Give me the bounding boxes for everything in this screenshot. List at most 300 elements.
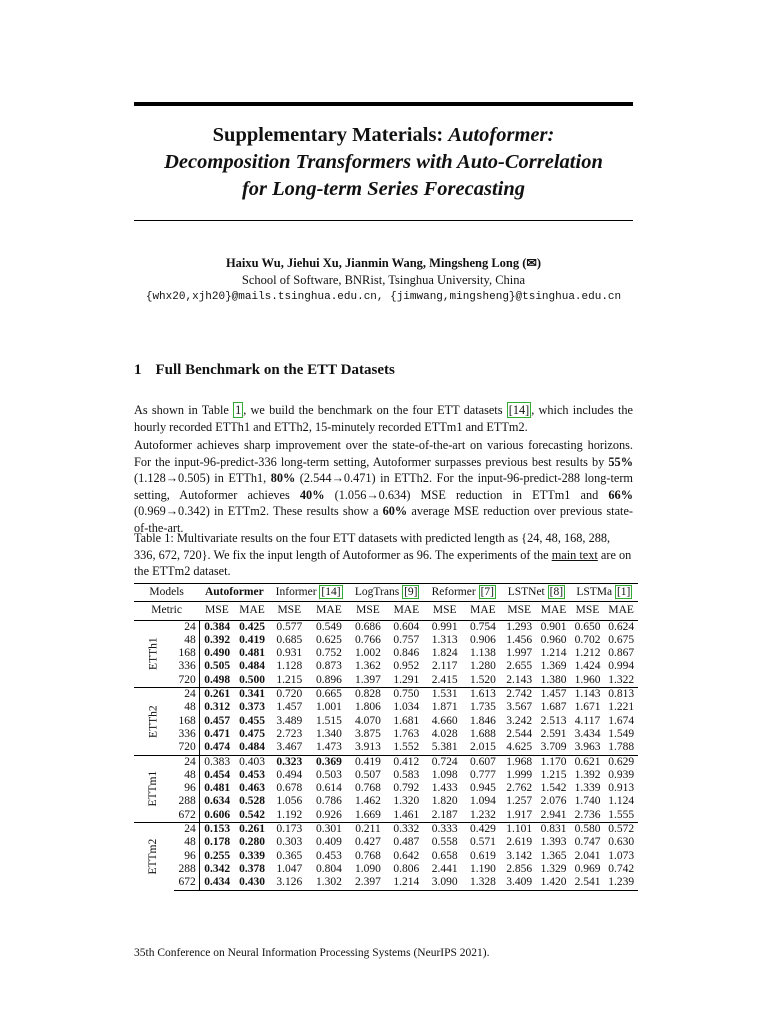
metric-value: 0.960	[540, 633, 567, 646]
metric-value: 0.926	[316, 808, 342, 821]
model-header	[269, 584, 348, 602]
metric-value: 0.429	[464, 823, 502, 837]
metric-value: 1.090	[355, 862, 381, 875]
metric-value: 3.875	[355, 727, 381, 740]
metric-value: 0.828	[349, 688, 387, 702]
metric-value: 5.381	[431, 741, 458, 754]
metric-value: 1.101	[502, 823, 536, 837]
metric-value: 1.143	[571, 688, 605, 702]
table-row	[134, 876, 638, 890]
metric-value: 0.766	[355, 633, 381, 646]
pred-length: 24	[174, 755, 199, 769]
metric-value: 0.542	[239, 808, 265, 821]
metric-value: 0.702	[574, 633, 601, 646]
text-run: are on the ETTm2 dataset.	[134, 547, 632, 578]
table-ref-link[interactable]: 1	[235, 403, 242, 417]
metric-value: 0.952	[393, 660, 420, 673]
pred-length: 720	[174, 741, 199, 755]
metric-value: 0.831	[536, 823, 570, 837]
metric-value: 0.786	[316, 795, 342, 808]
metric-header: MAE	[309, 602, 349, 620]
metric-value: 1.293	[502, 620, 536, 634]
metric-value: 1.735	[470, 701, 496, 714]
metric-value: 3.090	[426, 876, 464, 890]
bold-figure: 40%	[299, 487, 325, 502]
metric-value: 0.471	[204, 727, 231, 740]
metric-value: 3.126	[269, 876, 309, 890]
table-row	[134, 755, 638, 769]
metric-value: 0.867	[608, 647, 635, 660]
metric-value: 2.397	[349, 876, 387, 890]
metric-value: 1.999	[506, 768, 533, 781]
metric-value: 1.763	[393, 727, 420, 740]
metric-value: 1.239	[604, 876, 638, 890]
bold-figure: 66%	[608, 487, 633, 502]
metric-value: 0.369	[309, 755, 349, 769]
metric-value: 0.412	[387, 755, 425, 769]
metric-value: 0.425	[235, 620, 270, 634]
metric-value: 0.453	[239, 768, 265, 781]
metric-value: 0.658	[431, 849, 458, 862]
metric-value: 1.320	[393, 795, 420, 808]
table-row	[134, 836, 638, 849]
pred-length: 288	[174, 863, 199, 876]
metric-value: 1.824	[431, 647, 458, 660]
metric-value: 4.028	[431, 727, 458, 740]
metric-value: 0.642	[393, 849, 420, 862]
metric-value: 0.625	[316, 633, 342, 646]
metric-header: MSE	[426, 602, 464, 620]
metric-value: 1.215	[540, 768, 567, 781]
metric-value: 0.724	[426, 755, 464, 769]
metric-value: 0.846	[393, 647, 420, 660]
metric-value: 0.490	[204, 647, 231, 660]
metric-value: 0.255	[204, 849, 231, 862]
metric-value: 1.047	[276, 862, 303, 875]
citation-link[interactable]: [8]	[549, 586, 564, 598]
model-name: LogTrans	[354, 586, 403, 598]
table-row	[134, 782, 638, 795]
metric-value: 0.624	[604, 620, 638, 634]
metric-value: 1.392	[574, 768, 601, 781]
metric-value: 0.580	[571, 823, 605, 837]
table-row	[134, 688, 638, 702]
model-name: Autoformer	[204, 586, 264, 598]
metric-value: 1.457	[536, 688, 570, 702]
metric-value: 3.567	[506, 701, 533, 714]
metric-value: 0.419	[239, 633, 265, 646]
metric-value: 1.128	[276, 660, 303, 673]
metric-value: 0.604	[387, 620, 425, 634]
metric-value: 0.365	[276, 849, 303, 862]
metric-header: MAE	[235, 602, 270, 620]
text-run: , we build the benchmark on the four ETT datasets	[243, 403, 507, 417]
metric-value: 1.214	[540, 647, 567, 660]
metric-value: 0.634	[204, 795, 231, 808]
metric-value: 1.212	[574, 647, 601, 660]
model-header	[349, 584, 426, 602]
metric-value: 1.190	[470, 862, 496, 875]
metric-value: 0.901	[536, 620, 570, 634]
table-row	[134, 674, 638, 688]
model-name: LSTMa	[576, 586, 615, 598]
metric-value: 2.041	[574, 849, 601, 862]
metric-value: 0.481	[239, 647, 265, 660]
text-run: , which includes the hourly recorded ETTh1 and ETTh2, 15-minutely recorded ETTm1 and ETTm2.	[134, 403, 633, 434]
table-row	[134, 823, 638, 837]
metric-value: 0.419	[349, 755, 387, 769]
pred-length: 672	[174, 876, 199, 890]
title-line1-italic: Autoformer:	[448, 124, 555, 146]
metric-value: 1.124	[608, 795, 635, 808]
metric-value: 2.619	[506, 836, 533, 849]
metric-value: 1.339	[574, 782, 601, 795]
metric-value: 1.073	[608, 849, 635, 862]
metric-value: 1.669	[355, 808, 381, 821]
metric-value: 1.424	[574, 660, 601, 673]
metric-header: MAE	[387, 602, 425, 620]
model-header	[426, 584, 503, 602]
metric-value: 0.931	[276, 647, 303, 660]
metric-value: 1.520	[470, 673, 496, 686]
table-row	[134, 863, 638, 876]
text-run: (1.128→0.505) in ETTh1,	[134, 471, 271, 485]
metric-value: 1.214	[387, 876, 425, 890]
bold-figure: 55%	[608, 454, 633, 469]
metric-value: 0.685	[276, 633, 303, 646]
metric-value: 1.056	[276, 795, 303, 808]
pred-length: 720	[174, 674, 199, 688]
conference-footer: 35th Conference on Neural Information Processing Systems (NeurIPS 2021).	[134, 947, 490, 959]
metric-value: 0.757	[393, 633, 420, 646]
bold-figure: 60%	[382, 504, 408, 518]
metric-value: 2.143	[506, 673, 533, 686]
metric-value: 2.941	[540, 808, 567, 821]
paper-title	[134, 122, 633, 203]
table-row	[134, 660, 638, 673]
metric-value: 0.500	[239, 673, 265, 686]
metric-value: 0.675	[608, 633, 635, 646]
metric-value: 0.768	[355, 782, 381, 795]
metric-value: 0.806	[393, 862, 420, 875]
text-run: average MSE reduction over previous state-of-the-art.	[134, 504, 633, 535]
metric-value: 1.257	[506, 795, 533, 808]
metric-value: 2.762	[506, 782, 533, 795]
text-run: (0.969→0.342) in ETTm2. These results show a	[134, 504, 383, 518]
metric-value: 0.991	[426, 620, 464, 634]
metric-value: 1.393	[540, 836, 567, 849]
metric-value: 0.481	[204, 782, 231, 795]
metric-value: 0.261	[199, 688, 234, 702]
metric-value: 2.723	[276, 727, 303, 740]
metric-header: MAE	[536, 602, 570, 620]
metric-value: 1.687	[540, 701, 567, 714]
metric-value: 0.342	[204, 862, 231, 875]
metric-value: 1.170	[536, 755, 570, 769]
metric-value: 0.384	[199, 620, 234, 634]
metric-value: 0.339	[239, 849, 265, 862]
table-header-models	[134, 584, 638, 602]
pred-length: 336	[174, 728, 199, 741]
title-line1-plain: Supplementary Materials:	[212, 124, 449, 146]
pred-length: 24	[174, 620, 199, 634]
author-names: Haixu Wu, Jiehui Xu, Jianmin Wang, Mingsheng Long (✉)	[225, 256, 542, 270]
metric-value: 0.505	[204, 660, 231, 673]
metric-value: 0.341	[235, 688, 270, 702]
metric-value: 0.173	[269, 823, 309, 837]
metric-value: 4.660	[431, 714, 458, 727]
metric-value: 1.034	[393, 701, 420, 714]
metric-value: 0.484	[239, 660, 265, 673]
model-header	[199, 584, 269, 602]
metric-value: 3.963	[574, 741, 601, 754]
metric-value: 1.094	[470, 795, 496, 808]
metric-value: 1.291	[393, 673, 420, 686]
metric-value: 1.674	[608, 714, 635, 727]
metric-value: 1.457	[276, 701, 303, 714]
metric-value: 4.070	[355, 714, 381, 727]
metric-value: 3.242	[506, 714, 533, 727]
metric-value: 0.994	[608, 660, 635, 673]
table-row	[134, 741, 638, 755]
metric-value: 2.187	[431, 808, 458, 821]
metric-value: 2.856	[506, 862, 533, 875]
metric-value: 2.117	[431, 660, 458, 673]
metric-value: 1.232	[470, 808, 496, 821]
metric-header: MSE	[349, 602, 387, 620]
section-number: 1	[134, 362, 142, 378]
metric-value: 0.153	[199, 823, 234, 837]
pred-length: 96	[174, 782, 199, 795]
metric-label: Metric	[134, 602, 199, 620]
table-row	[134, 620, 638, 634]
metric-value: 2.591	[540, 727, 567, 740]
metric-value: 0.752	[316, 647, 342, 660]
metric-value: 3.434	[574, 727, 601, 740]
model-name: LSTNet	[507, 586, 548, 598]
metric-value: 0.484	[239, 741, 265, 754]
metric-value: 0.583	[393, 768, 420, 781]
dataset-label: ETTh1	[134, 620, 174, 687]
citation-link[interactable]: [9]	[404, 586, 418, 598]
metric-value: 1.473	[316, 741, 342, 754]
metric-value: 1.997	[506, 647, 533, 660]
metric-value: 1.340	[316, 727, 342, 740]
metric-value: 1.420	[536, 876, 570, 890]
pred-length: 288	[174, 795, 199, 808]
metric-value: 3.467	[276, 741, 303, 754]
metric-value: 0.606	[204, 808, 231, 821]
text-run: (2.544→0.471) in ETTh2. For the input-96-predict-288 long-term setting, Autoformer achieves	[134, 471, 633, 502]
metric-value: 1.192	[276, 808, 303, 821]
metric-value: 1.322	[608, 673, 635, 686]
metric-value: 1.871	[431, 701, 458, 714]
text-run: (1.056→0.634) MSE reduction in ETTm1 and	[324, 487, 609, 502]
metric-value: 1.613	[464, 688, 502, 702]
metric-value: 0.507	[355, 768, 381, 781]
metric-value: 0.768	[355, 849, 381, 862]
metric-value: 0.455	[239, 714, 265, 727]
metric-value: 0.945	[470, 782, 496, 795]
model-header	[502, 584, 571, 602]
metric-value: 0.528	[239, 795, 265, 808]
metric-value: 0.750	[387, 688, 425, 702]
metric-value: 0.650	[571, 620, 605, 634]
metric-value: 0.383	[199, 755, 234, 769]
metric-value: 3.142	[506, 849, 533, 862]
metric-value: 1.002	[355, 647, 381, 660]
table-row	[134, 850, 638, 863]
metric-value: 0.323	[269, 755, 309, 769]
metric-value: 2.742	[502, 688, 536, 702]
metric-value: 2.541	[571, 876, 605, 890]
pred-length: 48	[174, 769, 199, 782]
metric-value: 1.555	[608, 808, 635, 821]
metric-value: 1.681	[393, 714, 420, 727]
table-row	[134, 634, 638, 647]
models-label: Models	[134, 584, 199, 602]
metric-value: 0.392	[204, 633, 231, 646]
metric-value: 0.332	[387, 823, 425, 837]
pred-length: 96	[174, 850, 199, 863]
metric-value: 0.558	[431, 836, 458, 849]
metric-value: 0.211	[349, 823, 387, 837]
table-caption	[134, 530, 633, 580]
citation-link[interactable]: [14]	[321, 586, 341, 598]
bold-figure: 80%	[270, 471, 296, 485]
citation-link-14[interactable]: [14]	[508, 403, 530, 417]
metric-value: 0.619	[470, 849, 496, 862]
metric-value: 4.625	[506, 741, 533, 754]
metric-value: 1.001	[316, 701, 342, 714]
metric-value: 1.968	[502, 755, 536, 769]
dataset-label: ETTh2	[134, 688, 174, 755]
metric-header: MAE	[464, 602, 502, 620]
metric-value: 0.686	[349, 620, 387, 634]
metric-value: 0.463	[239, 782, 265, 795]
citation-link[interactable]: [1]	[616, 586, 631, 598]
metric-value: 1.549	[608, 727, 635, 740]
metric-value: 1.917	[506, 808, 533, 821]
metric-value: 2.076	[540, 795, 567, 808]
pred-length: 48	[174, 701, 199, 714]
metric-value: 0.494	[276, 768, 303, 781]
text-run: Autoformer achieves sharp improvement over the state-of-the-art on various forecasting horizons. For the input-96-predict-336 long-term setting, Autoformer surpasses previous best results by	[134, 438, 633, 469]
metric-value: 0.312	[204, 701, 231, 714]
pred-length: 336	[174, 660, 199, 673]
metric-value: 0.804	[316, 862, 342, 875]
metric-value: 0.453	[316, 849, 342, 862]
metric-value: 1.302	[309, 876, 349, 890]
metric-value: 1.462	[355, 795, 381, 808]
metric-value: 0.434	[199, 876, 234, 890]
metric-value: 0.475	[239, 727, 265, 740]
table-row	[134, 728, 638, 741]
metric-value: 0.777	[470, 768, 496, 781]
metric-value: 1.397	[355, 673, 381, 686]
metric-value: 1.515	[316, 714, 342, 727]
metric-value: 0.939	[608, 768, 635, 781]
metric-value: 0.503	[316, 768, 342, 781]
table-header-metrics	[134, 602, 638, 620]
metric-value: 1.806	[355, 701, 381, 714]
metric-value: 0.261	[235, 823, 270, 837]
metric-value: 1.542	[540, 782, 567, 795]
metric-value: 3.489	[276, 714, 303, 727]
metric-value: 0.409	[316, 836, 342, 849]
metric-value: 0.487	[393, 836, 420, 849]
metric-value: 0.498	[204, 673, 231, 686]
paragraph-1	[134, 402, 633, 435]
metric-value: 0.454	[204, 768, 231, 781]
metric-value: 0.742	[608, 862, 635, 875]
metric-value: 1.456	[506, 633, 533, 646]
metric-value: 0.378	[239, 862, 265, 875]
table-row	[134, 769, 638, 782]
metric-value: 0.614	[316, 782, 342, 795]
citation-link[interactable]: [7]	[480, 586, 494, 598]
metric-value: 2.513	[540, 714, 567, 727]
metric-value: 2.655	[506, 660, 533, 673]
metric-value: 0.607	[464, 755, 502, 769]
metric-value: 1.461	[393, 808, 420, 821]
metric-value: 1.960	[574, 673, 601, 686]
title-line3: for Long-term Series Forecasting	[241, 178, 526, 200]
metric-value: 1.531	[426, 688, 464, 702]
metric-value: 1.671	[574, 701, 601, 714]
metric-value: 2.415	[431, 673, 458, 686]
metric-value: 1.788	[608, 741, 635, 754]
table-row	[134, 795, 638, 808]
metric-value: 0.813	[604, 688, 638, 702]
metric-value: 0.678	[276, 782, 303, 795]
metric-value: 2.736	[574, 808, 601, 821]
dataset-label: ETTm2	[134, 823, 174, 890]
metric-value: 0.178	[204, 836, 231, 849]
metric-value: 3.709	[540, 741, 567, 754]
metric-value: 0.792	[393, 782, 420, 795]
metric-header: MSE	[502, 602, 536, 620]
metric-value: 0.474	[204, 741, 231, 754]
title-line2: Decomposition Transformers with Auto-Correlation	[164, 151, 603, 173]
model-name: Informer	[275, 586, 320, 598]
pred-length: 48	[174, 634, 199, 647]
metric-value: 1.433	[431, 782, 458, 795]
author-affiliation: School of Software, BNRist, Tsinghua University, China	[241, 273, 526, 287]
metric-value: 0.873	[316, 660, 342, 673]
metric-value: 1.740	[574, 795, 601, 808]
pred-length: 168	[174, 715, 199, 728]
metric-value: 0.621	[571, 755, 605, 769]
section-heading	[134, 362, 395, 379]
main-text-link[interactable]: main text	[551, 547, 598, 562]
metric-value: 1.380	[540, 673, 567, 686]
metric-value: 0.906	[470, 633, 496, 646]
metric-value: 1.221	[608, 701, 635, 714]
table-row	[134, 715, 638, 728]
metric-value: 1.098	[431, 768, 458, 781]
metric-value: 0.572	[604, 823, 638, 837]
table-row	[134, 809, 638, 823]
metric-value: 0.571	[470, 836, 496, 849]
metric-value: 0.896	[316, 673, 342, 686]
dataset-label: ETTm1	[134, 755, 174, 822]
metric-value: 1.369	[540, 660, 567, 673]
author-emails: {whx20,xjh20}@mails.tsinghua.edu.cn, {jimwang,mingsheng}@tsinghua.edu.cn	[145, 291, 622, 303]
pred-length: 48	[174, 836, 199, 849]
metric-value: 1.329	[540, 862, 567, 875]
metric-header: MAE	[604, 602, 638, 620]
